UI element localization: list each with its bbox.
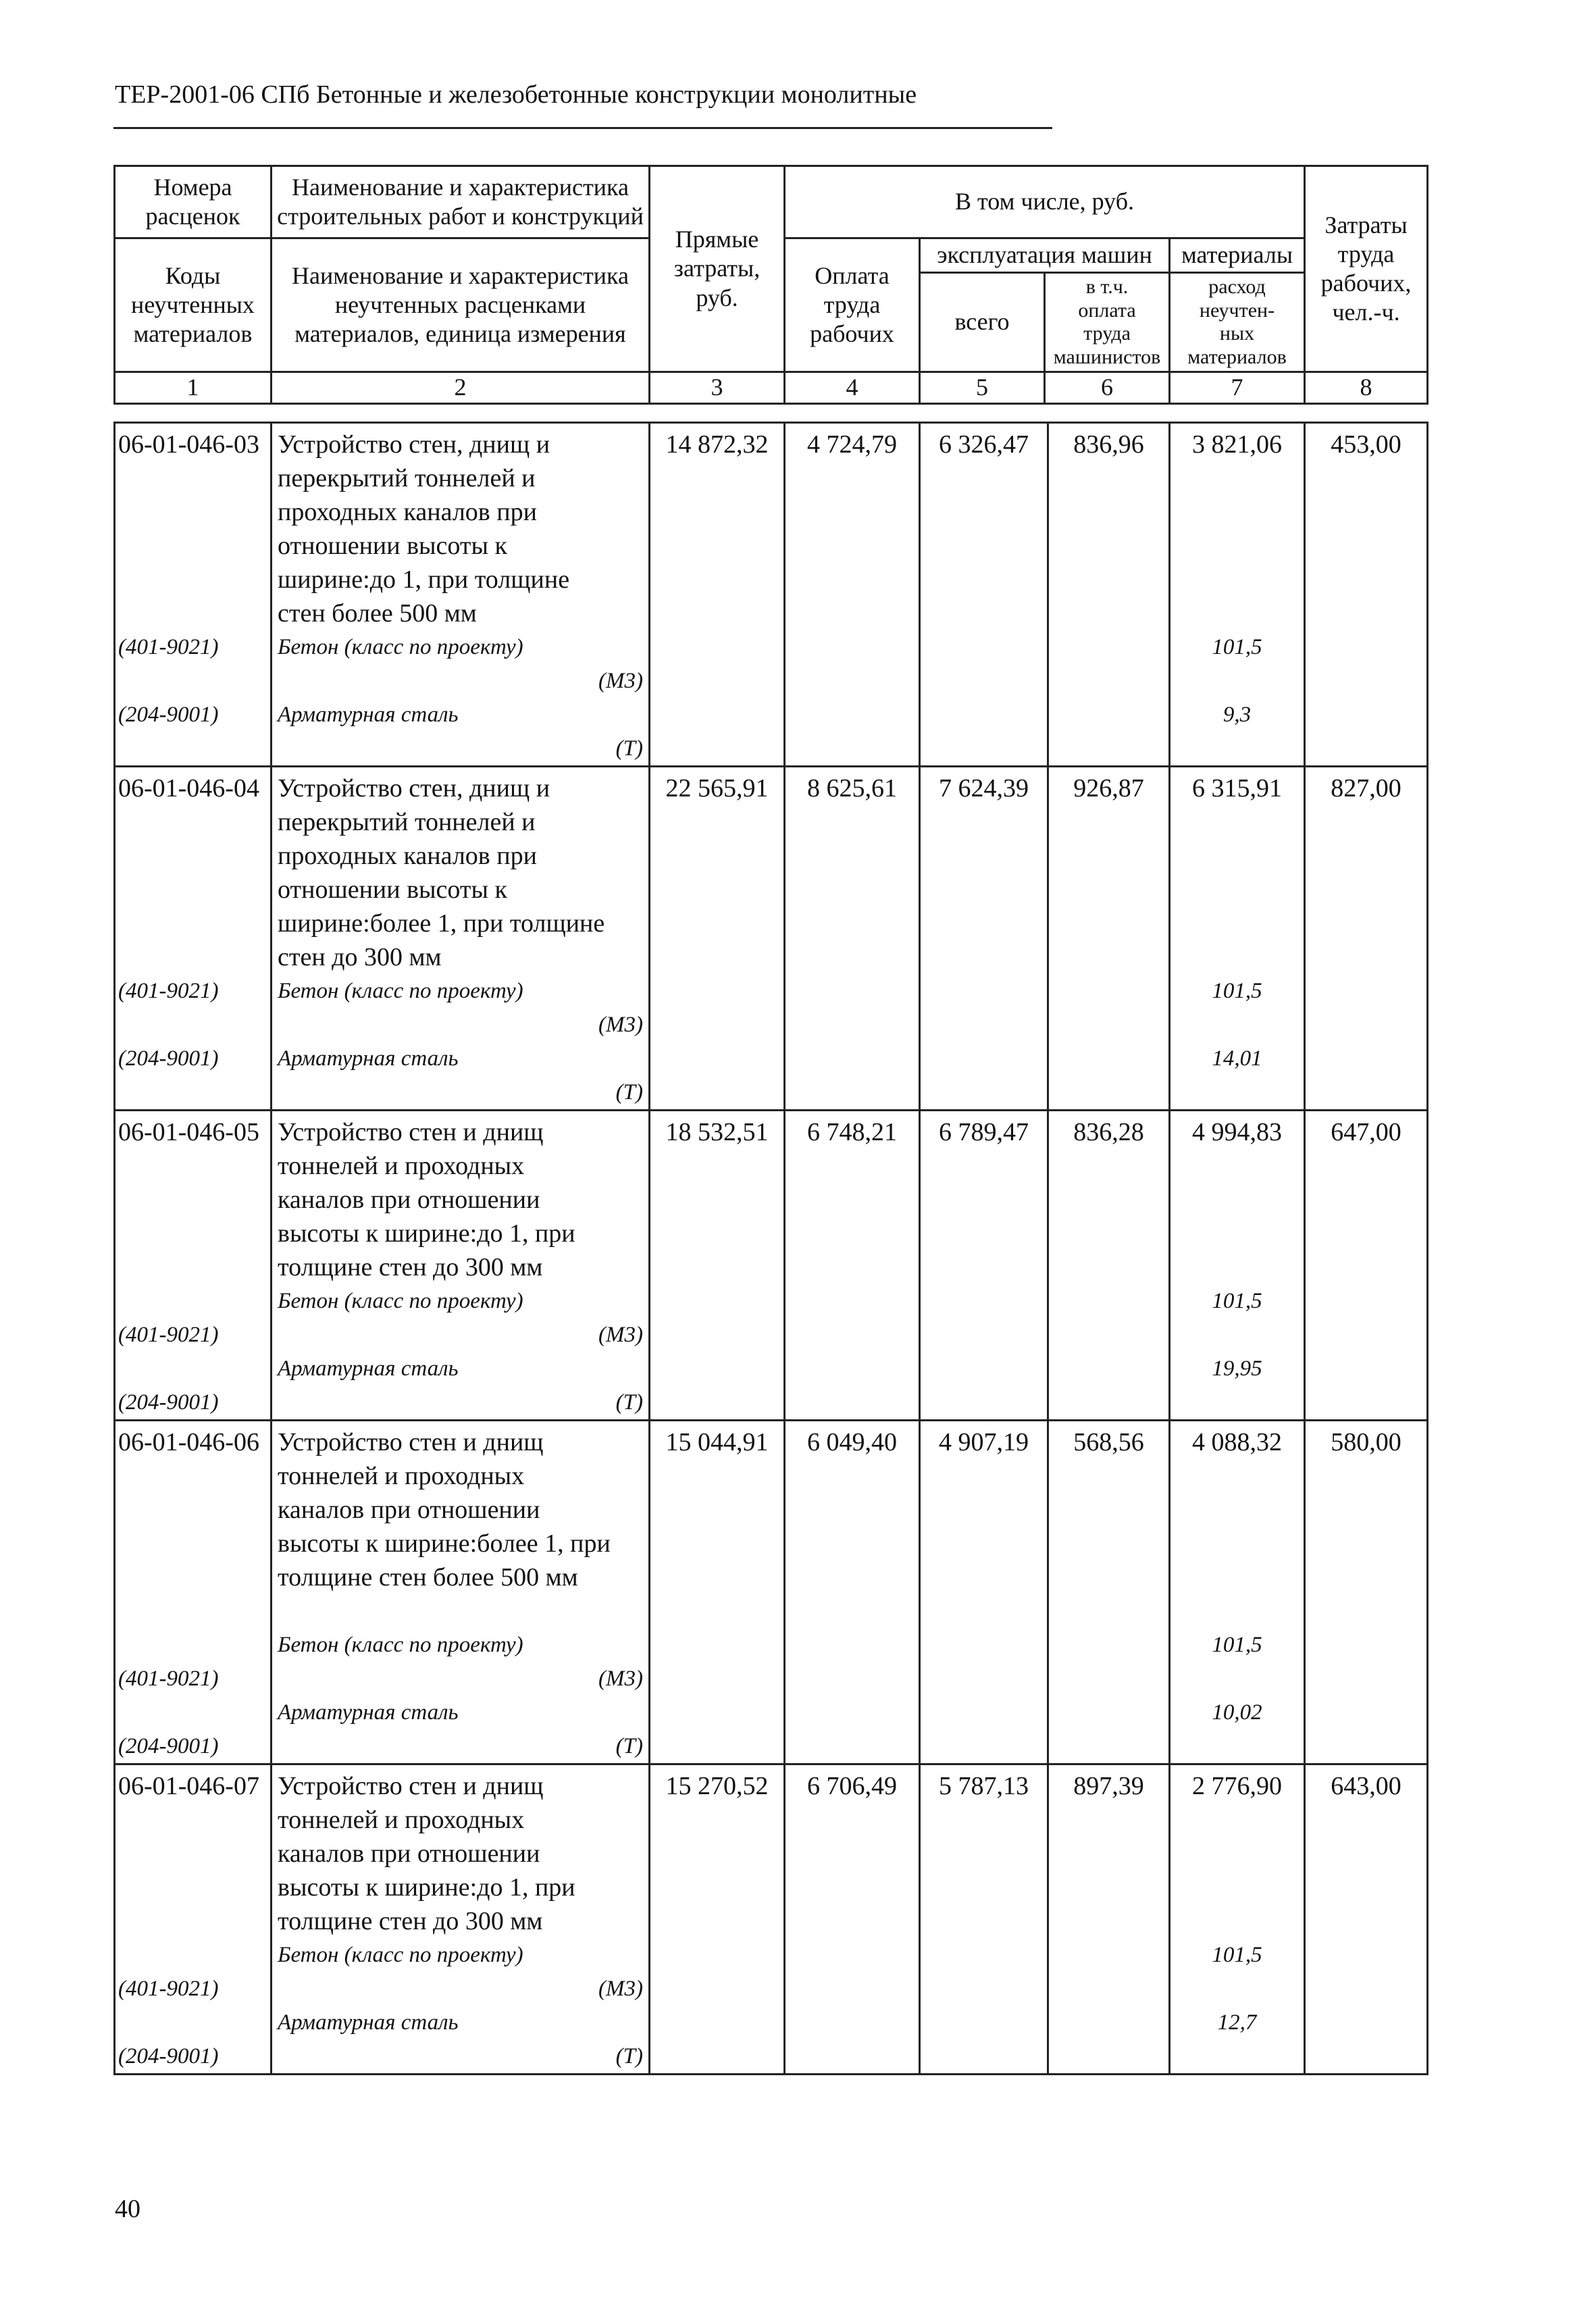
material-unit: (М3) <box>598 1667 643 1691</box>
work-description-line: Устройство стен и днищ <box>278 1428 544 1456</box>
material-unit: (М3) <box>598 669 643 693</box>
col-header-machines: эксплуатация машин всего в т.ч. оплата труда машинистов <box>920 238 1170 372</box>
col-header-work-name: Наименование и характеристика строительных работ и конструкций <box>272 166 650 238</box>
materials-value: 2 776,90 <box>1192 1772 1282 1800</box>
material-unit: (Т) <box>615 1734 643 1758</box>
material-unit: (Т) <box>615 2044 643 2068</box>
work-description-line: Устройство стен, днищ и <box>278 774 550 803</box>
work-description-line: высоты к ширине:до 1, при <box>278 1873 575 1902</box>
worker-pay-value: 8 625,61 <box>785 767 920 1111</box>
materials-value: 3 821,06 <box>1192 430 1282 459</box>
labor-hours-value: 643,00 <box>1305 1764 1428 2075</box>
worker-pay-value: 4 724,79 <box>785 423 920 767</box>
material-name: Бетон (класс по проекту) <box>278 1943 523 1967</box>
material-quantity: 10,02 <box>1212 1700 1262 1725</box>
materials-value: 4 994,83 <box>1192 1118 1282 1146</box>
material-quantity: 101,5 <box>1212 635 1262 659</box>
material-unit: (М3) <box>598 1323 643 1347</box>
direct-costs-value: 15 044,91 <box>650 1421 785 1764</box>
col-header-worker-pay: Оплата труда рабочих <box>785 238 920 372</box>
table-header <box>113 165 1428 405</box>
material-quantity: 101,5 <box>1212 1289 1262 1313</box>
work-description-line: перекрытий тоннелей и <box>278 464 536 492</box>
material-code: (204-9001) <box>118 1390 219 1415</box>
machines-total-value: 5 787,13 <box>920 1764 1048 2075</box>
worker-pay-value: 6 706,49 <box>785 1764 920 2075</box>
material-code: (401-9021) <box>118 1977 219 2001</box>
machinist-pay-value: 836,28 <box>1048 1111 1170 1421</box>
table-row <box>115 423 1428 767</box>
machinist-pay-value: 568,56 <box>1048 1421 1170 1764</box>
work-description-line: каналов при отношении <box>278 1839 540 1868</box>
header-rule <box>113 127 1052 129</box>
material-name: Арматурная сталь <box>278 2010 459 2035</box>
rate-code: 06-01-046-03 <box>118 430 259 459</box>
material-code: (204-9001) <box>118 703 219 727</box>
direct-costs-value: 22 565,91 <box>650 767 785 1111</box>
material-name: Арматурная сталь <box>278 1356 459 1381</box>
material-quantity: 101,5 <box>1212 1633 1262 1657</box>
work-description-line: тоннелей и проходных <box>278 1806 525 1834</box>
page-number: 40 <box>115 2195 140 2223</box>
table-row <box>115 1421 1428 1764</box>
material-unit: (Т) <box>615 736 643 761</box>
work-description-line: тоннелей и проходных <box>278 1462 525 1490</box>
machinist-pay-value: 897,39 <box>1048 1764 1170 2075</box>
direct-costs-value: 15 270,52 <box>650 1764 785 2075</box>
materials-value: 4 088,32 <box>1192 1428 1282 1456</box>
machines-total-value: 7 624,39 <box>920 767 1048 1111</box>
material-code: (401-9021) <box>118 635 219 659</box>
column-number-row: 1 2 3 4 5 6 7 8 <box>115 372 1428 404</box>
work-description-line: каналов при отношении <box>278 1186 540 1214</box>
work-description-line: отношении высоты к <box>278 532 508 560</box>
material-name: Арматурная сталь <box>278 1046 459 1071</box>
col-header-material-codes: Коды неучтенных материалов <box>115 238 272 372</box>
materials-value: 6 315,91 <box>1192 774 1282 803</box>
work-description-line: стен более 500 мм <box>278 599 477 628</box>
col-header-material-names: Наименование и характеристика неучтенных расценками материалов, единица измерения <box>272 238 650 372</box>
work-description-line: перекрытий тоннелей и <box>278 808 536 836</box>
material-quantity: 12,7 <box>1217 2010 1257 2035</box>
table-row <box>115 1111 1428 1421</box>
material-name: Арматурная сталь <box>278 703 459 727</box>
worker-pay-value: 6 049,40 <box>785 1421 920 1764</box>
material-unit: (М3) <box>598 1013 643 1037</box>
material-code: (401-9021) <box>118 979 219 1003</box>
material-name: Бетон (класс по проекту) <box>278 1289 523 1313</box>
material-unit: (Т) <box>615 1390 643 1415</box>
work-description-line: Устройство стен и днищ <box>278 1118 544 1146</box>
material-name: Бетон (класс по проекту) <box>278 1633 523 1657</box>
rate-code: 06-01-046-06 <box>118 1428 259 1456</box>
material-quantity: 101,5 <box>1212 979 1262 1003</box>
labor-hours-value: 580,00 <box>1305 1421 1428 1764</box>
work-description-line: Устройство стен и днищ <box>278 1772 544 1800</box>
material-quantity: 19,95 <box>1212 1356 1262 1381</box>
table-row <box>115 1764 1428 2075</box>
material-name: Бетон (класс по проекту) <box>278 979 523 1003</box>
page-header-title: ТЕР-2001-06 СПб Бетонные и железобетонные конструкции монолитные <box>115 80 917 109</box>
worker-pay-value: 6 748,21 <box>785 1111 920 1421</box>
material-unit: (Т) <box>615 1080 643 1104</box>
direct-costs-value: 18 532,51 <box>650 1111 785 1421</box>
material-quantity: 14,01 <box>1212 1046 1262 1071</box>
material-code: (204-9001) <box>118 1734 219 1758</box>
table-row <box>115 767 1428 1111</box>
material-unit: (М3) <box>598 1977 643 2001</box>
work-description-line: отношении высоты к <box>278 875 508 904</box>
work-description-line: проходных каналов при <box>278 498 537 526</box>
work-description-line: Устройство стен, днищ и <box>278 430 550 459</box>
rate-code: 06-01-046-04 <box>118 774 259 803</box>
work-description-line: высоты к ширине:до 1, при <box>278 1219 575 1248</box>
material-code: (401-9021) <box>118 1323 219 1347</box>
machines-total-value: 6 326,47 <box>920 423 1048 767</box>
material-code: (204-9001) <box>118 1046 219 1071</box>
work-description-line: высоты к ширине:более 1, при <box>278 1529 611 1558</box>
col-header-including: В том числе, руб. <box>785 166 1305 238</box>
work-description-line: ширине:до 1, при толщине <box>278 565 570 594</box>
labor-hours-value: 827,00 <box>1305 767 1428 1111</box>
work-description-line: стен до 300 мм <box>278 943 442 971</box>
work-description-line: толщине стен более 500 мм <box>278 1563 578 1592</box>
labor-hours-value: 453,00 <box>1305 423 1428 767</box>
machines-total-value: 6 789,47 <box>920 1111 1048 1421</box>
col-header-labor-hours: Затраты труда рабочих, чел.-ч. <box>1305 166 1428 372</box>
material-name: Бетон (класс по проекту) <box>278 635 523 659</box>
work-description-line: проходных каналов при <box>278 842 537 870</box>
work-description-line: ширине:более 1, при толщине <box>278 909 605 938</box>
direct-costs-value: 14 872,32 <box>650 423 785 767</box>
rates-table <box>113 422 1428 2075</box>
machines-total-value: 4 907,19 <box>920 1421 1048 1764</box>
material-quantity: 9,3 <box>1222 703 1252 727</box>
work-description-line: тоннелей и проходных <box>278 1152 525 1180</box>
col-header-rate-numbers: Номера расценок <box>115 166 272 238</box>
material-name: Арматурная сталь <box>278 1700 459 1725</box>
material-code: (401-9021) <box>118 1667 219 1691</box>
labor-hours-value: 647,00 <box>1305 1111 1428 1421</box>
work-description-line: толщине стен до 300 мм <box>278 1907 543 1935</box>
col-header-materials: материалы расход неучтен- ных материалов <box>1170 238 1305 372</box>
machinist-pay-value: 926,87 <box>1048 767 1170 1111</box>
work-description-line: толщине стен до 300 мм <box>278 1253 543 1281</box>
rate-code: 06-01-046-05 <box>118 1118 259 1146</box>
machinist-pay-value: 836,96 <box>1048 423 1170 767</box>
work-description-line: каналов при отношении <box>278 1496 540 1524</box>
rate-code: 06-01-046-07 <box>118 1772 259 1800</box>
material-quantity: 101,5 <box>1212 1943 1262 1967</box>
material-code: (204-9001) <box>118 2044 219 2068</box>
col-header-direct-costs: Прямые затраты, руб. <box>650 166 785 372</box>
